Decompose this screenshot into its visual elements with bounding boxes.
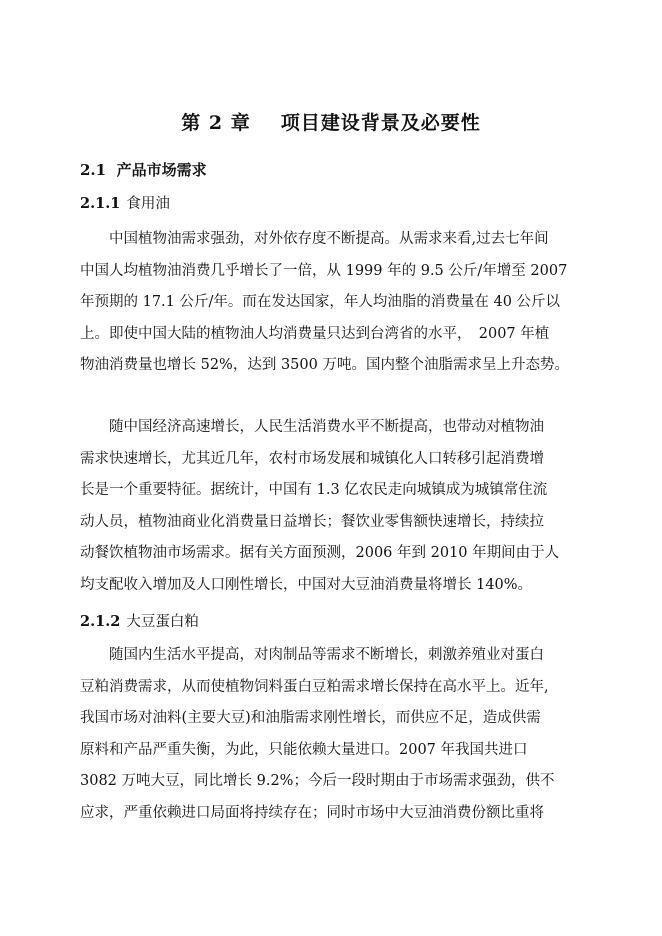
paragraph-1: [80, 224, 580, 382]
chapter-title: [0, 108, 662, 135]
paragraph-line: 动餐饮植物油市场需求。据有关方面预测，2006 年到 2010 年期间由于人: [80, 545, 560, 561]
paragraph-line: 我国市场对油料(主要大豆)和油脂需求刚性增长，而供应不足，造成供需: [80, 710, 541, 726]
paragraph-line: 中国植物油需求强劲，对外依存度不断提高。从需求来看,过去七年间: [80, 231, 549, 247]
paragraph-line: 原料和产品严重失衡，为此，只能依赖大量进口。2007 年我国共进口: [80, 741, 528, 758]
paragraph-line: 应求，严重依赖进口局面将持续存在；同时市场中大豆油消费份额比重将: [80, 804, 544, 821]
subsection-title: 食用油: [126, 196, 170, 212]
chapter-title-text: 项目建设背景及必要性: [280, 112, 481, 134]
paragraph-3: [80, 640, 580, 829]
paragraph-line: 动人员，植物油商业化消费量日益增长；餐饮业零售额快速增长，持续拉: [80, 513, 544, 530]
subsection-number: 2.1.2: [80, 613, 121, 630]
paragraph-line: 物油消费量也增长 52%，达到 3500 万吨。国内整个油脂需求呈上升态势。: [80, 357, 569, 373]
section-number: 2.1: [80, 161, 107, 179]
section-title: 产品市场需求: [116, 161, 207, 179]
subsection-heading-1: [80, 192, 170, 213]
paragraph-line: 随中国经济高速增长，人民生活消费水平不断提高，也带动对植物油: [80, 419, 544, 435]
paragraph-line: 随国内生活水平提高，对肉制品等需求不断增长，刺激养殖业对蛋白: [80, 647, 544, 663]
chapter-number: 第 2 章: [181, 112, 251, 134]
subsection-title: 大豆蛋白粕: [126, 614, 199, 630]
paragraph-line: 中国人均植物油消费几乎增长了一倍，从 1999 年的 9.5 公斤/年增至 2007: [80, 262, 568, 279]
paragraph-line: 均支配收入增加及人口刚性增长，中国对大豆油消费量将增长 140%。: [80, 576, 533, 593]
paragraph-line: 长是一个重要特征。据统计，中国有 1.3 亿农民走向城镇成为城镇常住流: [80, 482, 548, 498]
paragraph-2: [80, 412, 580, 601]
paragraph-line: 上。即使中国大陆的植物油人均消费量只达到台湾省的水平， 2007 年植: [80, 325, 550, 342]
subsection-heading-2: [80, 610, 199, 631]
paragraph-line: 年预期的 17.1 公斤/年。而在发达国家，年人均油脂的消费量在 40 公斤以: [80, 294, 561, 310]
paragraph-line: 豆粕消费需求，从而使植物饲料蛋白豆粕需求增长保持在高水平上。近年,: [80, 678, 549, 695]
section-heading: [80, 159, 207, 180]
subsection-number: 2.1.1: [80, 195, 121, 212]
paragraph-line: 3082 万吨大豆，同比增长 9.2%；今后一段时期由于市场需求强劲，供不: [80, 773, 555, 789]
paragraph-line: 需求快速增长，尤其近几年，农村市场发展和城镇化人口转移引起消费增: [80, 450, 544, 467]
